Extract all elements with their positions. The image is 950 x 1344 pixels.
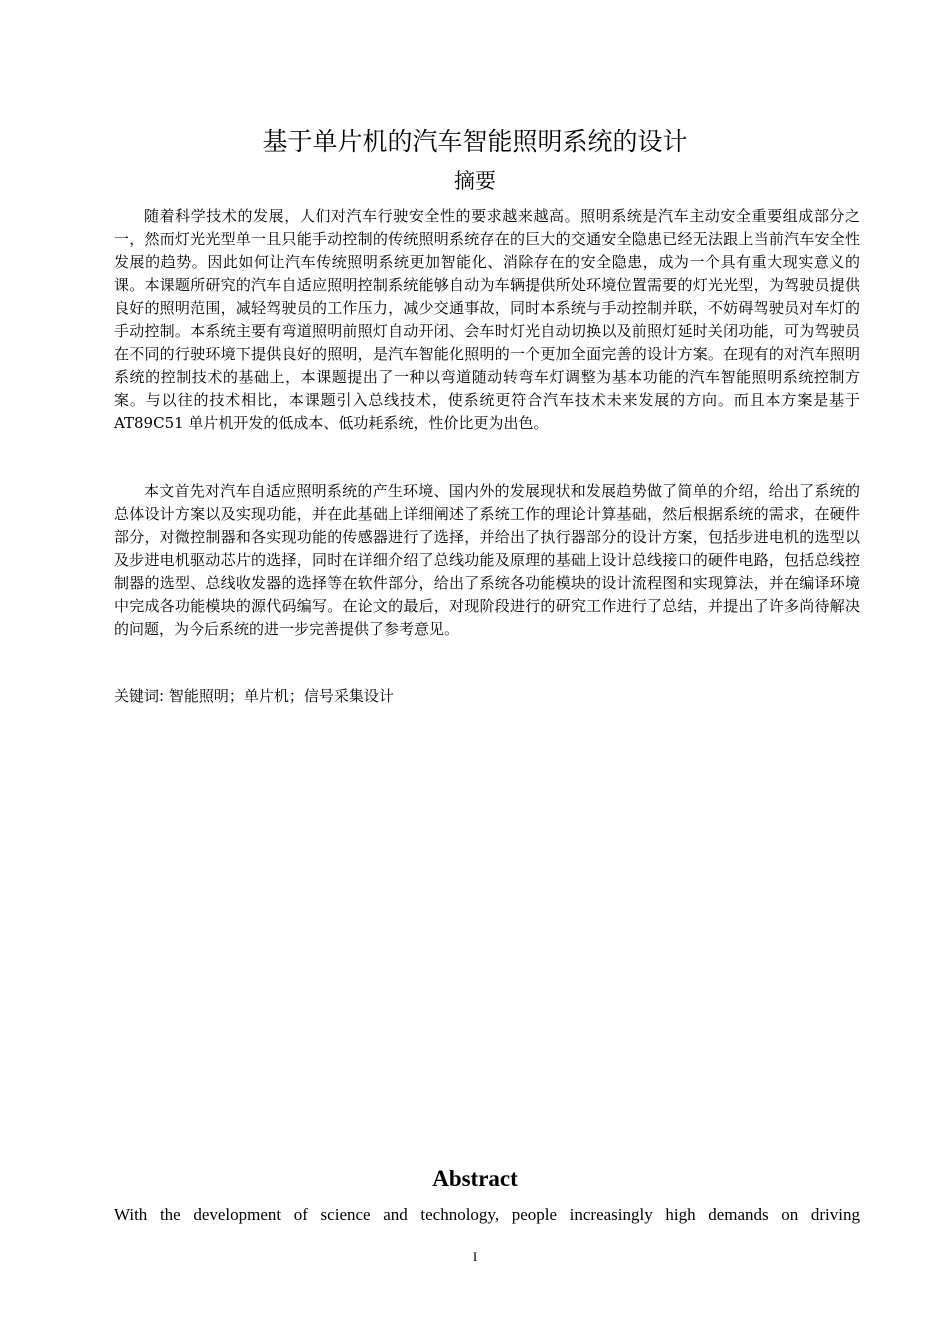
abstract-paragraph-1: 随着科学技术的发展，人们对汽车行驶安全性的要求越来越高。照明系统是汽车主动安全重要组成部分之一，然而灯光光型单一且只能手动控制的传统照明系统存在的巨大的交通安全隐患已经无法跟上当前汽车安全性发展的趋势。因此如何让汽车传统照明系统更加智能化、消除存在的安全隐患，成为一个具有重大现实意义的课。本课题所研究的汽车自适应照明控制系统能够自动为车辆提供所处环境位置需要的灯光光型，为驾驶员提供良好的照明范围，减轻驾驶员的工作压力，减少交通事故，同时本系统与手动控制并联，不妨碍驾驶员对车灯的手动控制。本系统主要有弯道照明前照灯自动开闭、会车时灯光自动切换以及前照灯延时关闭功能，可为驾驶员在不同的行驶环境下提供良好的照明，是汽车智能化照明的一个更加全面完善的设计方案。在现有的对汽车照明系统的控制技术的基础上，本课题提出了一种以弯道随动转弯车灯调整为基本功能的汽车智能照明系统控制方案。与以往的技术相比，本课题引入总线技术，使系统更符合汽车技术未来发展的方向。而且本方案是基于 AT89C51 单片机开发的低成本、低功耗系统，性价比更为出色。 [114, 207, 860, 432]
abstract-paragraph-2: 本文首先对汽车自适应照明系统的产生环境、国内外的发展现状和发展趋势做了简单的介绍，给出了系统的总体设计方案以及实现功能，并在此基础上详细阐述了系统工作的理论计算基础，然后根据系统的需求，在硬件部分，对微控制器和各实现功能的传感器进行了选择，并给出了执行器部分的设计方案，包括步进电机的选型以及步进电机驱动芯片的选择，同时在详细介绍了总线功能及原理的基础上设计总线接口的硬件电路，包括总线控制器的选型、总线收发器的选择等在软件部分，给出了系统各功能模块的设计流程图和实现算法，并在编译环境中完成各功能模块的源代码编写。在论文的最后，对现阶段进行的研究工作进行了总结，并提出了许多尚待解决的问题，为今后系统的进一步完善提供了参考意见。 [114, 482, 860, 638]
abstract-en-text: With the development of science and technology, people increasingly high demands on driving [114, 1205, 860, 1224]
paper-title: 基于单片机的汽车智能照明系统的设计 [262, 127, 688, 156]
abstract-heading-en: Abstract [432, 1166, 518, 1191]
keywords-line: 关键词: 智能照明；单片机；信号采集设计 [114, 687, 394, 705]
page-number: I [472, 1249, 478, 1264]
abstract-heading-cn: 摘要 [454, 169, 496, 193]
